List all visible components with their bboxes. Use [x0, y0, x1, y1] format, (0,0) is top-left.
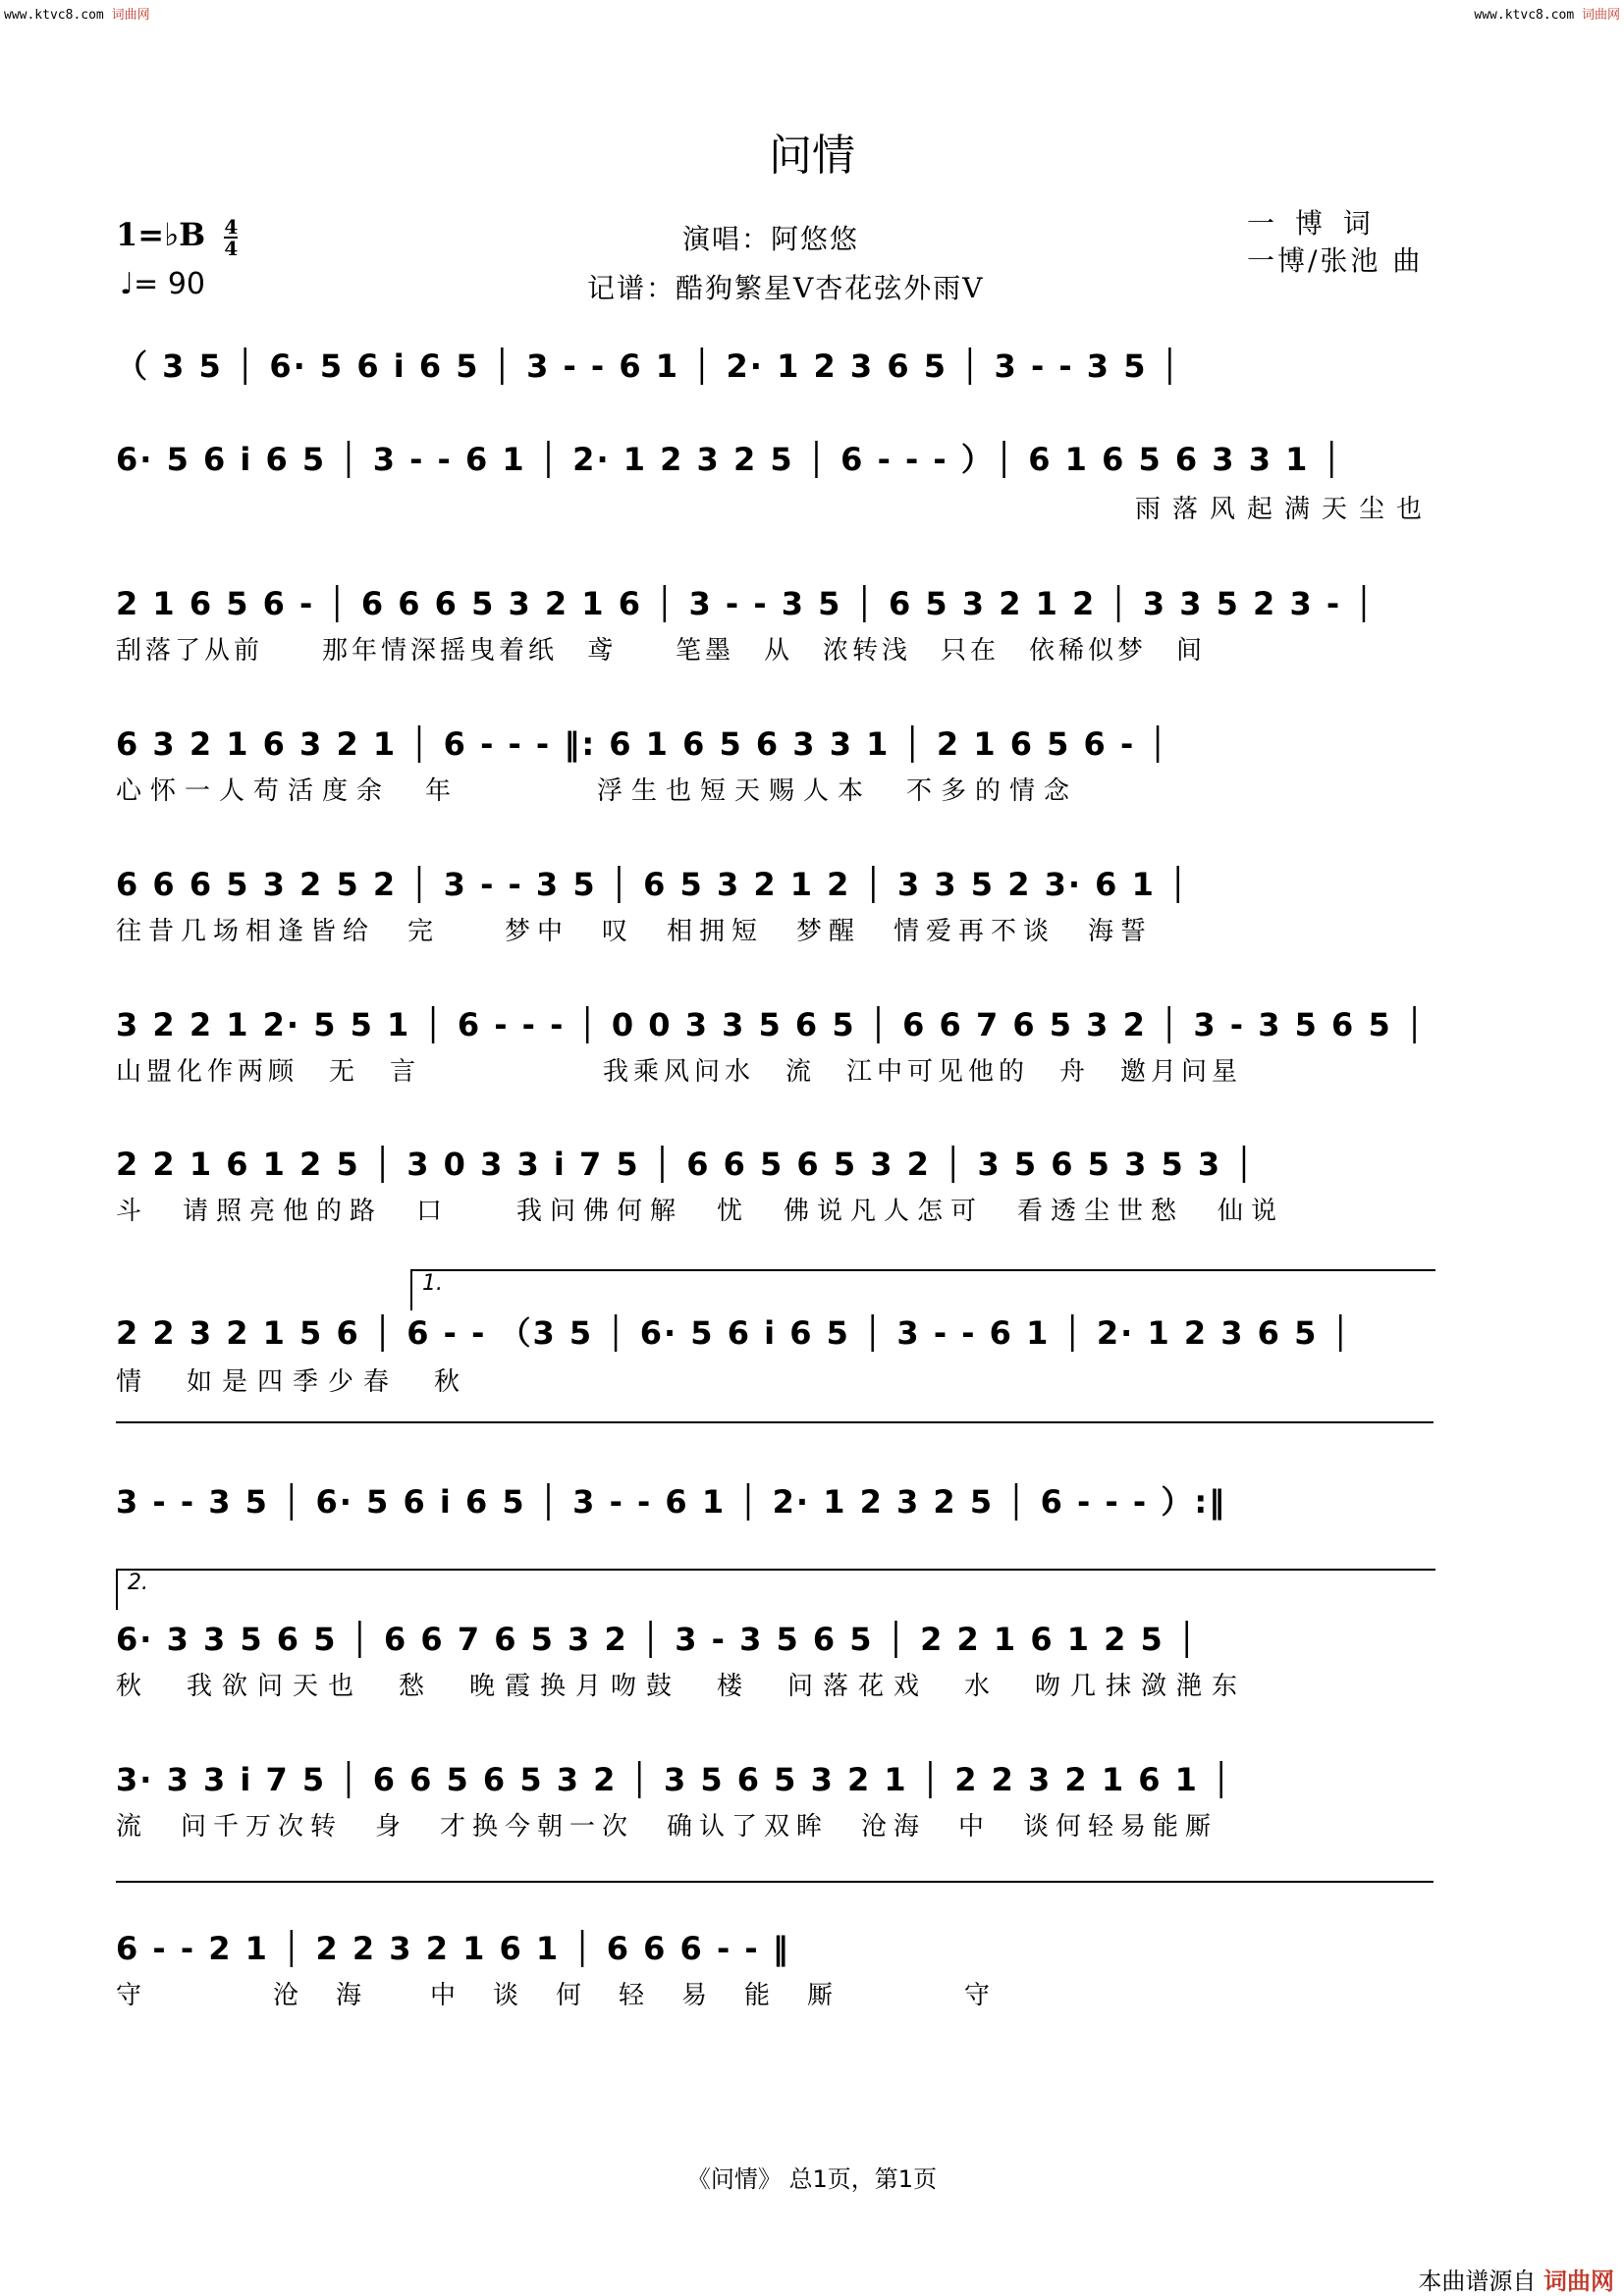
- lyric-line-2: 雨落风起满天尘也: [1134, 495, 1434, 524]
- time-signature: [224, 214, 239, 260]
- transcriber-credit: 记谱：酷狗繁星V杏花弦外雨V: [587, 272, 985, 304]
- site-url: www.ktvc8.com: [4, 8, 104, 23]
- lyric-line-5: 往昔几场相逢皆给 完 梦中 叹 相拥短 梦醒 情爱再不谈 海誓: [116, 917, 1154, 946]
- lyric-line-8: 情 如是四季少春 秋: [116, 1367, 470, 1397]
- source-credit[interactable]: [1418, 2262, 1614, 2296]
- score-line-1: （ 3 5 │ 6· 5 6 i 6 5 │ 3 - - 6 1 │ 2· 1 2 3 6 5 │ 3 - - 3 5 │: [116, 347, 1181, 385]
- lyric-line-10: 秋 我欲问天也 愁 晚霞换月吻鼓 楼 问落花戏 水 吻几抹潋滟东: [116, 1672, 1248, 1701]
- tempo-marking: ♩= 90: [120, 267, 205, 301]
- source-label: 本曲谱源自: [1418, 2268, 1537, 2295]
- lyric-line-4: 心怀一人苟活度余 年 浮生也短天赐人本 不多的情念: [116, 776, 1079, 806]
- lyric-line-7: 斗 请照亮他的路 口 我问佛何解 忧 佛说凡人怎可 看透尘世愁 仙说: [116, 1197, 1285, 1226]
- composer-credit: 一博/张池 曲: [1247, 244, 1424, 277]
- score-line-11: 3· 3 3 i 7 5 │ 6 6 5 6 5 3 2 │ 3 5 6 5 3 2 1 │ 2 2 3 2 1 6 1 │: [116, 1761, 1233, 1798]
- lyric-line-12: 守 沧 海 中 谈 何 轻 易 能 厮 守: [116, 1981, 997, 2010]
- volta-label: 2.: [128, 1571, 148, 1595]
- volta-label: 1.: [422, 1271, 443, 1296]
- site-mark-left[interactable]: [4, 4, 150, 23]
- lyric-line-6: 山盟化作两顾 无 言 我乘风问水 流 江中可见他的 舟 邀月问星: [116, 1057, 1243, 1087]
- site-mark-right[interactable]: [1474, 4, 1620, 23]
- lyricist-credit: 一 博 词: [1247, 207, 1377, 240]
- source-brand: 词曲网: [1543, 2268, 1614, 2295]
- score-line-4: 6 3 2 1 6 3 2 1 │ 6 - - - ‖: 6 1 6 5 6 3 3 1 │ 2 1 6 5 6 - │: [116, 725, 1169, 763]
- score-line-6: 3 2 2 1 2· 5 5 1 │ 6 - - - │ 0 0 3 3 5 6 5 │ 6 6 7 6 5 3 2 │ 3 - 3 5 6 5 │: [116, 1006, 1427, 1043]
- time-signature-top: 4: [224, 214, 239, 239]
- time-signature-bottom: 4: [224, 236, 239, 260]
- site-url: www.ktvc8.com: [1474, 8, 1575, 23]
- score-line-3: 2 1 6 5 6 - │ 6 6 6 5 3 2 1 6 │ 3 - - 3 5 │ 6 5 3 2 1 2 │ 3 3 5 2 3 - │: [116, 585, 1376, 622]
- singer-credit: 演唱：阿悠悠: [682, 223, 860, 255]
- key-label: 1=♭B: [116, 216, 206, 253]
- score-line-10: 6· 3 3 5 6 5 │ 6 6 7 6 5 3 2 │ 3 - 3 5 6 5 │ 2 2 1 6 1 2 5 │: [116, 1621, 1199, 1658]
- lyric-line-3: 刮落了从前 那年情深摇曳着纸 鸢 笔墨 从 浓转浅 只在 依稀似梦 间: [116, 636, 1207, 666]
- key-signature: [116, 216, 238, 258]
- score-line-12: 6 - - 2 1 │ 2 2 3 2 1 6 1 │ 6 6 6 - - ‖: [116, 1930, 790, 1967]
- page-info: 《问情》 总1页，第1页: [686, 2165, 938, 2193]
- song-title: 问情: [769, 131, 855, 181]
- volta-continuation-line: [116, 1421, 1434, 1423]
- score-line-2: 6· 5 6 i 6 5 │ 3 - - 6 1 │ 2· 1 2 3 2 5 │ 6 - - - ）│ 6 1 6 5 6 3 3 1 │: [116, 441, 1343, 478]
- score-line-5: 6 6 6 5 3 2 5 2 │ 3 - - 3 5 │ 6 5 3 2 1 2 │ 3 3 5 2 3· 6 1 │: [116, 866, 1190, 903]
- site-brand: 词曲网: [1581, 8, 1620, 23]
- lyric-line-11: 流 问千万次转 身 才换今朝一次 确认了双眸 沧海 中 谈何轻易能厮: [116, 1812, 1218, 1842]
- score-line-7: 2 2 1 6 1 2 5 │ 3 0 3 3 i 7 5 │ 6 6 5 6 5 3 2 │ 3 5 6 5 3 5 3 │: [116, 1146, 1256, 1183]
- site-brand: 词曲网: [111, 8, 150, 23]
- score-line-8: 2 2 3 2 1 5 6 │ 6 - - （3 5 │ 6· 5 6 i 6 5 │ 3 - - 6 1 │ 2· 1 2 3 6 5 │: [116, 1314, 1352, 1352]
- score-line-9: 3 - - 3 5 │ 6· 5 6 i 6 5 │ 3 - - 6 1 │ 2· 1 2 3 2 5 │ 6 - - - ）:‖: [116, 1483, 1227, 1521]
